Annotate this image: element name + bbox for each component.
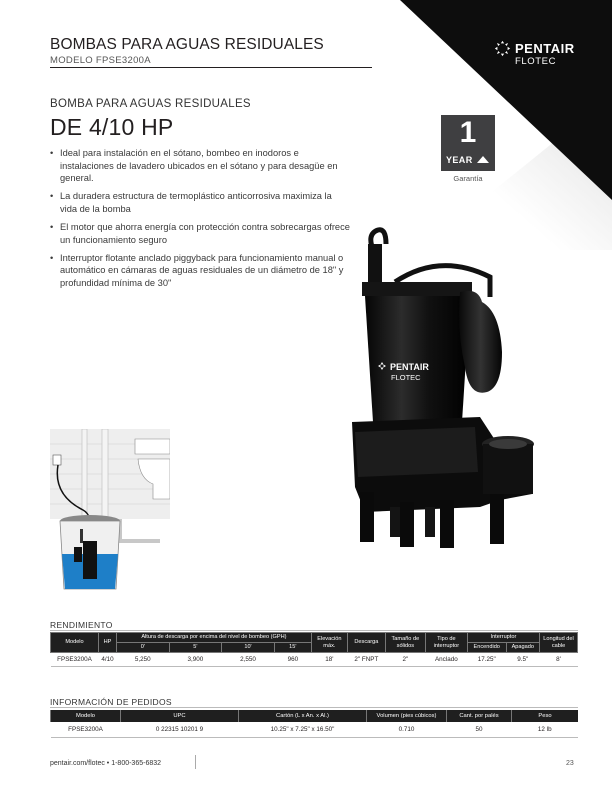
col-header: 0'	[117, 643, 170, 653]
cell: 2" FNPT	[347, 653, 385, 667]
footer-divider	[195, 755, 196, 769]
warranty-label: Garantía	[453, 174, 483, 183]
col-header: Tipo de interruptor	[425, 633, 467, 653]
col-header: Volumen (pies cúbicos)	[367, 710, 447, 722]
ordering-table	[50, 710, 578, 738]
performance-divider	[50, 630, 578, 631]
pentair-emblem-icon	[494, 40, 511, 57]
table-row	[51, 653, 578, 667]
col-header: Cant. por palés	[447, 710, 512, 722]
cell: 3,900	[169, 653, 222, 667]
cell: 0 22315 10201 9	[121, 722, 239, 738]
feature-item: • Interruptor flotante anclado piggyback para funcionamiento manual o automático en cámaras de aguas residuales de un diámetro de 18" y profundidad mínima de 30"	[50, 252, 350, 290]
col-header: Tamaño de sólidos	[385, 633, 425, 653]
brand-sub: FLOTEC	[515, 56, 557, 67]
col-header: Cartón (L x An. x Al.)	[239, 710, 367, 722]
cell: Anclado	[425, 653, 467, 667]
cell: FPSE3200A	[51, 722, 121, 738]
col-header: Modelo	[51, 633, 99, 653]
cell: 10.25" x 7.25" x 16.50"	[239, 722, 367, 738]
cell: 50	[447, 722, 512, 738]
col-header: Modelo	[51, 710, 121, 722]
col-header: 15'	[274, 643, 311, 653]
feature-item: • El motor que ahorra energía con protección contra sobrecargas ofrece un funcionamiento seguro	[50, 221, 350, 246]
header-divider	[50, 67, 372, 68]
cell: 960	[274, 653, 311, 667]
installation-diagram	[50, 429, 170, 599]
warranty-number: 1	[459, 116, 477, 149]
cell: 2"	[385, 653, 425, 667]
ordering-divider	[50, 707, 578, 708]
cell: 0.710	[367, 722, 447, 738]
product-kicker: BOMBA PARA AGUAS RESIDUALES	[50, 98, 251, 110]
ordering-title: INFORMACIÓN DE PEDIDOS	[50, 697, 172, 707]
cell: 5,250	[117, 653, 170, 667]
footer-contact: pentair.com/flotec • 1-800-365-6832	[50, 760, 162, 767]
col-header: Elevación máx.	[311, 633, 347, 653]
brand-logo	[494, 40, 575, 67]
cell: 9.5"	[506, 653, 539, 667]
col-header: Peso	[512, 710, 579, 722]
feature-item: • La duradera estructura de termoplástico anticorrosiva maximiza la vida de la bomba	[50, 190, 350, 215]
pump-brand-label: PENTAIR	[390, 362, 429, 372]
page-title: BOMBAS PARA AGUAS RESIDUALES	[50, 36, 324, 53]
warranty-unit: YEAR	[446, 155, 473, 165]
col-header: UPC	[121, 710, 239, 722]
col-header: Longitud del cable	[540, 633, 578, 653]
page-number: 23	[566, 760, 574, 767]
pump-sub-label: FLOTEC	[391, 373, 421, 382]
col-header: Encendido	[467, 643, 506, 653]
cell: 12 lb	[512, 722, 579, 738]
warranty-badge	[441, 115, 495, 171]
col-group-header: Interruptor	[467, 633, 539, 643]
col-header: Descarga	[347, 633, 385, 653]
cell: 2,550	[222, 653, 275, 667]
col-group-header: Altura de descarga por encima del nivel de bombeo (GPH)	[117, 633, 312, 643]
cell: 8'	[540, 653, 578, 667]
cell: 4/10	[99, 653, 117, 667]
performance-title: RENDIMIENTO	[50, 620, 113, 630]
cell: 17.25"	[467, 653, 506, 667]
table-row	[51, 722, 579, 738]
col-header: 10'	[222, 643, 275, 653]
warranty-arrow-icon	[477, 156, 489, 163]
col-header: Apagado	[506, 643, 539, 653]
product-hp-heading: DE 4/10 HP	[50, 114, 174, 140]
brand-name: PENTAIR	[515, 41, 575, 56]
feature-list	[50, 147, 350, 295]
pump-image	[340, 222, 550, 567]
cell: FPSE3200A	[51, 653, 99, 667]
cell: 18'	[311, 653, 347, 667]
col-header: 5'	[169, 643, 222, 653]
performance-table	[50, 632, 578, 667]
col-header: HP	[99, 633, 117, 653]
feature-item: • Ideal para instalación en el sótano, bombeo en inodoros e instalaciones de lavadero ubicados en el sótano y para desagüe en general.	[50, 147, 350, 185]
model-subtitle: MODELO FPSE3200A	[50, 55, 151, 66]
